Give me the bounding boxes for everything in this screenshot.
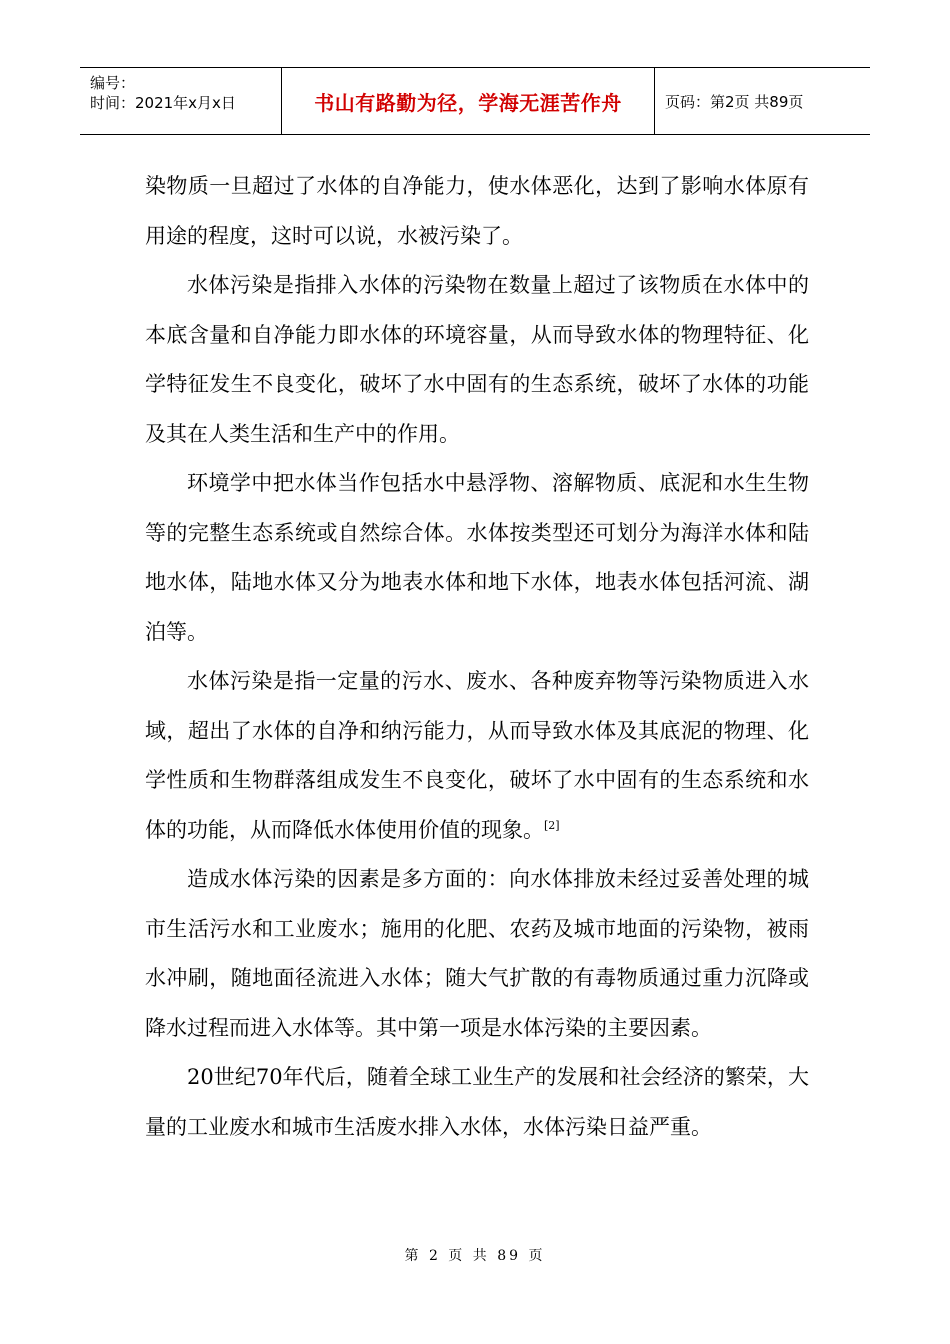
citation-marker[interactable]: [2] xyxy=(544,818,560,832)
paragraph-text: 染物质一旦超过了水体的自净能力，使水体恶化，达到了影响水体原有用途的程度，这时可以说，水被污染了。 xyxy=(145,174,809,248)
page-header xyxy=(80,67,870,135)
header-meta xyxy=(80,68,281,134)
document-body xyxy=(145,162,809,1152)
paragraph xyxy=(145,1053,809,1152)
header-page-info-cell xyxy=(655,68,870,134)
paragraph-continuation xyxy=(145,162,809,261)
paragraph-text: 环境学中把水体当作包括水中悬浮物、溶解物质、底泥和水生生物等的完整生态系统或自然综合体。水体按类型还可划分为海洋水体和陆地水体，陆地水体又分为地表水体和地下水体，地表水体包括河流、湖泊等。 xyxy=(145,471,809,644)
page-footer: 第 2 页 共 89 页 xyxy=(404,1248,546,1264)
header-motto-cell xyxy=(281,68,655,134)
header-motto: 书山有路勤为径，学海无涯苦作舟 xyxy=(314,90,622,115)
paragraph-text: 20世纪70年代后，随着全球工业生产的发展和社会经济的繁荣，大量的工业废水和城市生活废水排入水体，水体污染日益严重。 xyxy=(145,1065,809,1139)
paragraph xyxy=(145,855,809,1053)
paragraph-text: 造成水体污染的因素是多方面的：向水体排放未经过妥善处理的城市生活污水和工业废水；施用的化肥、农药及城市地面的污染物，被雨水冲刷，随地面径流进入水体；随大气扩散的有毒物质通过重力沉降或降水过程而进入水体等。其中第一项是水体污染的主要因素。 xyxy=(145,867,809,1040)
document-date: 时间：2021年x月x日 xyxy=(90,94,236,112)
document-number-label: 编号： xyxy=(90,74,136,92)
paragraph-text: 水体污染是指排入水体的污染物在数量上超过了该物质在水体中的本底含量和自净能力即水体的环境容量，从而导致水体的物理特征、化学特征发生不良变化，破坏了水中固有的生态系统，破坏了水体的功能及其在人类生活和生产中的作用。 xyxy=(145,273,809,446)
paragraph-text: 水体污染是指一定量的污水、废水、各种废弃物等污染物质进入水域，超出了水体的自净和纳污能力，从而导致水体及其底泥的物理、化学性质和生物群落组成发生不良变化，破坏了水中固有的生态系统和水体的功能，从而降低水体使用价值的现象。 xyxy=(145,669,809,842)
paragraph xyxy=(145,657,809,855)
paragraph xyxy=(145,261,809,459)
header-page-info: 页码：第2页 共89页 xyxy=(665,92,804,111)
paragraph xyxy=(145,459,809,657)
